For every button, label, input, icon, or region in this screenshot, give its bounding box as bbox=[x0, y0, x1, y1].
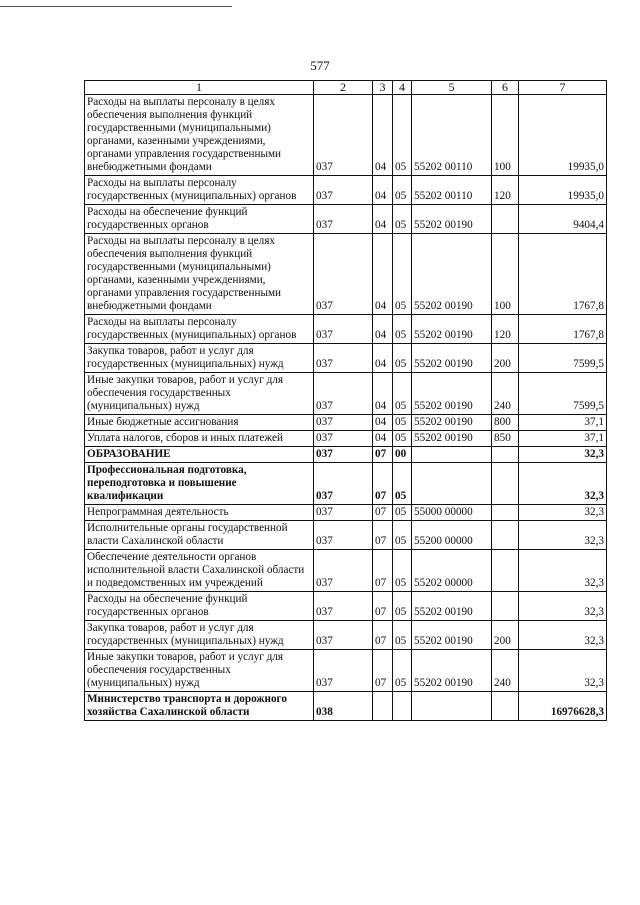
row-subsection-code: 00 bbox=[393, 447, 412, 463]
row-expense-type: 850 bbox=[492, 431, 519, 447]
row-expense-type bbox=[492, 550, 519, 592]
row-name: Закупка товаров, работ и услуг для государственных (муниципальных) нужд bbox=[85, 344, 314, 373]
row-amount: 32,3 bbox=[519, 505, 607, 521]
row-ved-code: 037 bbox=[314, 315, 373, 344]
row-subsection-code: 05 bbox=[393, 344, 412, 373]
row-amount: 37,1 bbox=[519, 415, 607, 431]
row-target-article: 55200 00000 bbox=[412, 521, 492, 550]
row-expense-type bbox=[492, 447, 519, 463]
row-name: Закупка товаров, работ и услуг для государственных (муниципальных) нужд bbox=[85, 621, 314, 650]
row-target-article: 55202 00190 bbox=[412, 415, 492, 431]
row-name: ОБРАЗОВАНИЕ bbox=[85, 447, 314, 463]
row-subsection-code: 05 bbox=[393, 463, 412, 505]
row-section-code bbox=[373, 692, 393, 721]
row-amount: 32,3 bbox=[519, 550, 607, 592]
row-ved-code: 037 bbox=[314, 373, 373, 415]
row-section-code: 07 bbox=[373, 463, 393, 505]
row-section-code: 04 bbox=[373, 415, 393, 431]
row-expense-type: 800 bbox=[492, 415, 519, 431]
row-subsection-code bbox=[393, 692, 412, 721]
row-ved-code: 037 bbox=[314, 621, 373, 650]
row-target-article bbox=[412, 447, 492, 463]
row-amount: 1767,8 bbox=[519, 234, 607, 315]
table-row bbox=[85, 431, 607, 447]
row-ved-code: 037 bbox=[314, 431, 373, 447]
row-amount: 19935,0 bbox=[519, 95, 607, 176]
row-name: Расходы на обеспечение функций государственных органов bbox=[85, 205, 314, 234]
row-subsection-code: 05 bbox=[393, 650, 412, 692]
row-ved-code: 037 bbox=[314, 550, 373, 592]
table-row bbox=[85, 621, 607, 650]
page-number: 577 bbox=[310, 58, 330, 73]
row-name: Расходы на выплаты персоналу государственных (муниципальных) органов bbox=[85, 315, 314, 344]
row-expense-type bbox=[492, 592, 519, 621]
row-ved-code: 037 bbox=[314, 592, 373, 621]
row-section-code: 04 bbox=[373, 344, 393, 373]
row-name: Расходы на выплаты персоналу в целях обеспечения выполнения функций государственными (муниципальными) органами, казенными учреждениями, органами управления государственными внебюджетными фондами bbox=[85, 95, 314, 176]
row-amount: 32,3 bbox=[519, 592, 607, 621]
row-section-code: 07 bbox=[373, 550, 393, 592]
row-section-code: 04 bbox=[373, 234, 393, 315]
row-ved-code: 038 bbox=[314, 692, 373, 721]
row-expense-type bbox=[492, 505, 519, 521]
row-section-code: 04 bbox=[373, 176, 393, 205]
row-amount: 37,1 bbox=[519, 431, 607, 447]
row-expense-type: 240 bbox=[492, 373, 519, 415]
table-row bbox=[85, 592, 607, 621]
row-target-article: 55202 00190 bbox=[412, 344, 492, 373]
row-ved-code: 037 bbox=[314, 176, 373, 205]
row-ved-code: 037 bbox=[314, 205, 373, 234]
table-row bbox=[85, 373, 607, 415]
row-name: Профессиональная подготовка, переподготовка и повышение квалификации bbox=[85, 463, 314, 505]
top-rule bbox=[0, 6, 232, 7]
row-amount: 32,3 bbox=[519, 621, 607, 650]
row-subsection-code: 05 bbox=[393, 505, 412, 521]
table-row bbox=[85, 550, 607, 592]
row-expense-type bbox=[492, 521, 519, 550]
row-expense-type bbox=[492, 692, 519, 721]
row-expense-type: 200 bbox=[492, 621, 519, 650]
row-name: Министерство транспорта и дорожного хозяйства Сахалинской области bbox=[85, 692, 314, 721]
row-section-code: 04 bbox=[373, 315, 393, 344]
table-row bbox=[85, 415, 607, 431]
table-row bbox=[85, 344, 607, 373]
row-target-article: 55202 00190 bbox=[412, 373, 492, 415]
table-row bbox=[85, 447, 607, 463]
row-subsection-code: 05 bbox=[393, 431, 412, 447]
row-amount: 32,3 bbox=[519, 650, 607, 692]
row-ved-code: 037 bbox=[314, 505, 373, 521]
row-name: Иные закупки товаров, работ и услуг для обеспечения государственных (муниципальных) нужд bbox=[85, 373, 314, 415]
column-header: 6 bbox=[492, 81, 519, 95]
row-name: Непрограммная деятельность bbox=[85, 505, 314, 521]
row-amount: 7599,5 bbox=[519, 344, 607, 373]
table-row bbox=[85, 505, 607, 521]
row-subsection-code: 05 bbox=[393, 176, 412, 205]
row-section-code: 04 bbox=[373, 205, 393, 234]
row-target-article bbox=[412, 463, 492, 505]
row-ved-code: 037 bbox=[314, 415, 373, 431]
row-amount: 9404,4 bbox=[519, 205, 607, 234]
row-target-article: 55202 00190 bbox=[412, 205, 492, 234]
row-subsection-code: 05 bbox=[393, 415, 412, 431]
column-header: 3 bbox=[373, 81, 393, 95]
row-subsection-code: 05 bbox=[393, 373, 412, 415]
row-target-article: 55202 00190 bbox=[412, 621, 492, 650]
column-header: 1 bbox=[85, 81, 314, 95]
row-name: Иные бюджетные ассигнования bbox=[85, 415, 314, 431]
row-subsection-code: 05 bbox=[393, 95, 412, 176]
row-section-code: 04 bbox=[373, 431, 393, 447]
row-ved-code: 037 bbox=[314, 234, 373, 315]
row-target-article: 55202 00000 bbox=[412, 550, 492, 592]
row-amount: 19935,0 bbox=[519, 176, 607, 205]
table-row bbox=[85, 650, 607, 692]
row-target-article: 55202 00190 bbox=[412, 315, 492, 344]
table-row bbox=[85, 95, 607, 176]
row-ved-code: 037 bbox=[314, 447, 373, 463]
row-target-article bbox=[412, 692, 492, 721]
row-target-article: 55202 00190 bbox=[412, 431, 492, 447]
row-expense-type: 100 bbox=[492, 234, 519, 315]
row-name: Расходы на обеспечение функций государственных органов bbox=[85, 592, 314, 621]
row-name: Исполнительные органы государственной власти Сахалинской области bbox=[85, 521, 314, 550]
row-target-article: 55202 00110 bbox=[412, 176, 492, 205]
row-name: Расходы на выплаты персоналу государственных (муниципальных) органов bbox=[85, 176, 314, 205]
row-ved-code: 037 bbox=[314, 344, 373, 373]
row-ved-code: 037 bbox=[314, 650, 373, 692]
row-expense-type: 240 bbox=[492, 650, 519, 692]
row-subsection-code: 05 bbox=[393, 205, 412, 234]
budget-table bbox=[84, 80, 607, 721]
column-header: 4 bbox=[393, 81, 412, 95]
row-target-article: 55202 00110 bbox=[412, 95, 492, 176]
column-header: 2 bbox=[314, 81, 373, 95]
table-row bbox=[85, 521, 607, 550]
table-row bbox=[85, 234, 607, 315]
row-section-code: 04 bbox=[373, 95, 393, 176]
table-row bbox=[85, 692, 607, 721]
row-amount: 7599,5 bbox=[519, 373, 607, 415]
row-amount: 32,3 bbox=[519, 521, 607, 550]
row-amount: 16976628,3 bbox=[519, 692, 607, 721]
row-ved-code: 037 bbox=[314, 463, 373, 505]
row-expense-type: 120 bbox=[492, 176, 519, 205]
table-row bbox=[85, 315, 607, 344]
row-expense-type: 120 bbox=[492, 315, 519, 344]
row-section-code: 07 bbox=[373, 505, 393, 521]
row-section-code: 07 bbox=[373, 521, 393, 550]
row-amount: 32,3 bbox=[519, 447, 607, 463]
header-row bbox=[85, 81, 607, 95]
row-expense-type: 100 bbox=[492, 95, 519, 176]
row-name: Расходы на выплаты персоналу в целях обеспечения выполнения функций государственными (муниципальными) органами, казенными учреждениями, органами управления государственными внебюджетными фондами bbox=[85, 234, 314, 315]
row-target-article: 55202 00190 bbox=[412, 234, 492, 315]
row-ved-code: 037 bbox=[314, 95, 373, 176]
row-target-article: 55000 00000 bbox=[412, 505, 492, 521]
row-expense-type bbox=[492, 463, 519, 505]
row-subsection-code: 05 bbox=[393, 592, 412, 621]
row-section-code: 07 bbox=[373, 621, 393, 650]
table-row bbox=[85, 176, 607, 205]
table-row bbox=[85, 463, 607, 505]
table-row bbox=[85, 205, 607, 234]
row-name: Иные закупки товаров, работ и услуг для обеспечения государственных (муниципальных) нужд bbox=[85, 650, 314, 692]
row-section-code: 07 bbox=[373, 650, 393, 692]
row-subsection-code: 05 bbox=[393, 550, 412, 592]
column-header: 5 bbox=[412, 81, 492, 95]
row-expense-type bbox=[492, 205, 519, 234]
row-expense-type: 200 bbox=[492, 344, 519, 373]
column-header: 7 bbox=[519, 81, 607, 95]
row-amount: 32,3 bbox=[519, 463, 607, 505]
row-name: Обеспечение деятельности органов исполнительной власти Сахалинской области и подведомственных им учреждений bbox=[85, 550, 314, 592]
row-subsection-code: 05 bbox=[393, 621, 412, 650]
row-subsection-code: 05 bbox=[393, 234, 412, 315]
row-section-code: 07 bbox=[373, 447, 393, 463]
row-name: Уплата налогов, сборов и иных платежей bbox=[85, 431, 314, 447]
row-target-article: 55202 00190 bbox=[412, 592, 492, 621]
row-amount: 1767,8 bbox=[519, 315, 607, 344]
row-subsection-code: 05 bbox=[393, 315, 412, 344]
row-subsection-code: 05 bbox=[393, 521, 412, 550]
row-target-article: 55202 00190 bbox=[412, 650, 492, 692]
row-section-code: 07 bbox=[373, 592, 393, 621]
row-ved-code: 037 bbox=[314, 521, 373, 550]
row-section-code: 04 bbox=[373, 373, 393, 415]
table-body bbox=[85, 95, 607, 721]
